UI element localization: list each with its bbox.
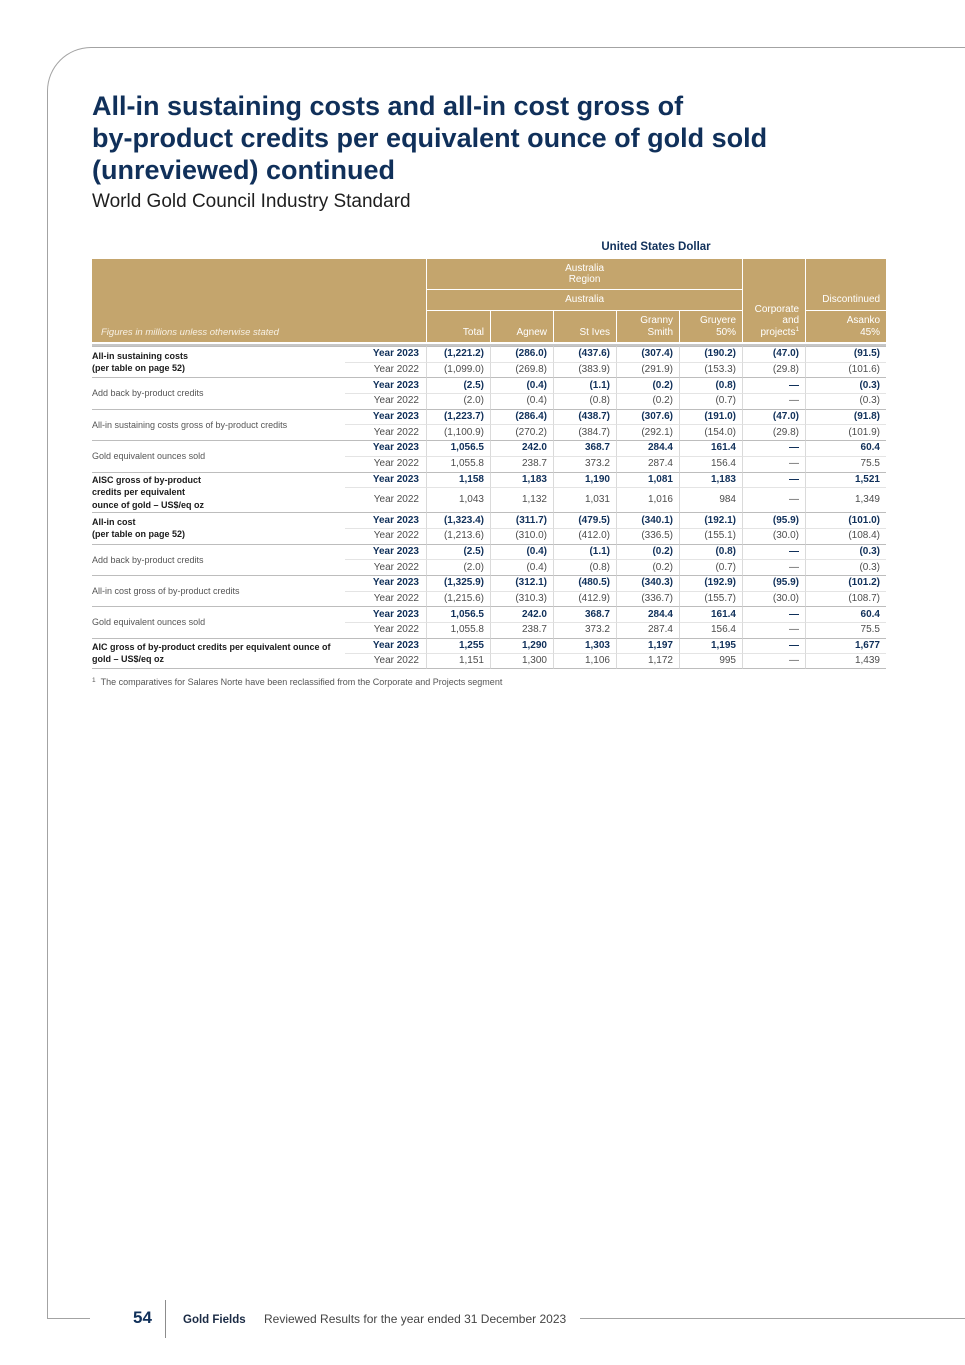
table-header — [92, 259, 886, 342]
cell-granny-smith: (0.2) — [616, 393, 679, 409]
cell-agnew: (270.2) — [490, 424, 553, 440]
cell-corporate-and-projects: — — [742, 653, 805, 669]
cell-granny-smith: 287.4 — [616, 622, 679, 638]
row-label-line: AIC gross of by-product credits per equivalent ounce of — [92, 641, 331, 652]
cell-total: 1,255 — [426, 638, 490, 654]
header-label-line: Total — [462, 326, 485, 338]
cell-corporate-and-projects: — — [742, 456, 805, 472]
row-label — [92, 440, 345, 471]
row-label-line: (per table on page 52) — [92, 363, 186, 374]
cell-granny-smith: 1,016 — [616, 487, 679, 512]
page-title-line: All-in sustaining costs and all-in cost gross of — [92, 91, 684, 121]
footnote — [92, 676, 502, 688]
header-label-line: Gruyere — [699, 315, 737, 326]
cell-corporate-and-projects: — — [742, 559, 805, 575]
cell-st-ives: 368.7 — [553, 440, 616, 456]
year-label: Year 2022 — [345, 591, 426, 607]
cell-corporate-and-projects: — — [742, 472, 805, 488]
year-label: Year 2023 — [345, 346, 426, 362]
cell-asanko: 75.5 — [805, 622, 886, 638]
cell-total: (1,223.7) — [426, 409, 490, 425]
cell-corporate-and-projects: (95.9) — [742, 575, 805, 591]
cell-asanko: (0.3) — [805, 393, 886, 409]
cell-st-ives: 368.7 — [553, 606, 616, 622]
header-st-ives — [553, 311, 616, 342]
cell-asanko: (91.5) — [805, 346, 886, 362]
year-label: Year 2022 — [345, 487, 426, 512]
cell-corporate-and-projects: (29.8) — [742, 424, 805, 440]
cell-corporate-and-projects: (29.8) — [742, 362, 805, 378]
header-agnew — [490, 311, 553, 342]
cell-st-ives: 1,303 — [553, 638, 616, 654]
cell-total: (2.0) — [426, 559, 490, 575]
row-label — [92, 377, 345, 408]
cell-asanko: (0.3) — [805, 377, 886, 393]
footnote-text: The comparatives for Salares Norte have been reclassified from the Corporate and Projects segment — [100, 677, 503, 687]
cell-gruyere: 156.4 — [679, 456, 742, 472]
cell-agnew: (0.4) — [490, 377, 553, 393]
cell-gruyere: (0.7) — [679, 559, 742, 575]
cell-corporate-and-projects: (30.0) — [742, 591, 805, 607]
cell-gruyere: 1,183 — [679, 472, 742, 488]
year-label: Year 2023 — [345, 472, 426, 488]
cell-st-ives: (1.1) — [553, 377, 616, 393]
header-label-line: Region — [568, 274, 601, 285]
cell-asanko: 75.5 — [805, 456, 886, 472]
year-label: Year 2023 — [345, 409, 426, 425]
header-label-line: Asanko — [846, 315, 881, 326]
cell-asanko: (101.9) — [805, 424, 886, 440]
cell-granny-smith: (336.7) — [616, 591, 679, 607]
cell-agnew: (286.4) — [490, 409, 553, 425]
year-label: Year 2022 — [345, 393, 426, 409]
cell-agnew: (0.4) — [490, 544, 553, 560]
footer-divider — [165, 1300, 166, 1338]
cell-total: (1,099.0) — [426, 362, 490, 378]
cell-total: 1,158 — [426, 472, 490, 488]
cell-granny-smith: (0.2) — [616, 377, 679, 393]
cell-gruyere: (153.3) — [679, 362, 742, 378]
cell-gruyere: 1,195 — [679, 638, 742, 654]
cell-total: (1,215.6) — [426, 591, 490, 607]
cell-total: 1,056.5 — [426, 606, 490, 622]
cell-agnew: 238.7 — [490, 456, 553, 472]
year-label: Year 2022 — [345, 653, 426, 669]
cell-granny-smith: (307.6) — [616, 409, 679, 425]
page-title-line: by-product credits per equivalent ounce of gold sold — [92, 123, 768, 153]
table-row — [92, 575, 886, 591]
row-label-line: All-in cost gross of by-product credits — [92, 585, 240, 596]
table-body — [92, 346, 886, 669]
cell-corporate-and-projects: (95.9) — [742, 512, 805, 528]
cell-corporate-and-projects: — — [742, 487, 805, 512]
cell-agnew: (311.7) — [490, 512, 553, 528]
cell-st-ives: (384.7) — [553, 424, 616, 440]
row-label — [92, 606, 345, 637]
year-label: Year 2022 — [345, 424, 426, 440]
cell-gruyere: 984 — [679, 487, 742, 512]
table-row — [92, 472, 886, 488]
cell-st-ives: 373.2 — [553, 456, 616, 472]
cell-st-ives: (438.7) — [553, 409, 616, 425]
cell-agnew: 238.7 — [490, 622, 553, 638]
cell-total: (1,221.2) — [426, 346, 490, 362]
row-label-line: Gold equivalent ounces sold — [92, 617, 206, 628]
cell-total: 1,056.5 — [426, 440, 490, 456]
header-gruyere — [679, 311, 742, 342]
header-australia: Australia — [426, 290, 742, 311]
cell-total: 1,055.8 — [426, 456, 490, 472]
cell-agnew: (0.4) — [490, 393, 553, 409]
cell-asanko: (108.7) — [805, 591, 886, 607]
cell-st-ives: (479.5) — [553, 512, 616, 528]
year-label: Year 2022 — [345, 362, 426, 378]
cell-total: (2.5) — [426, 544, 490, 560]
footer-rule-left — [47, 1318, 90, 1319]
cell-corporate-and-projects: — — [742, 377, 805, 393]
year-label: Year 2023 — [345, 512, 426, 528]
cell-asanko: (0.3) — [805, 544, 886, 560]
row-label-line: AISC gross of by-product — [92, 474, 202, 485]
cell-st-ives: 1,106 — [553, 653, 616, 669]
header-label-line: St Ives — [579, 326, 611, 338]
header-label-text: projects — [760, 326, 796, 338]
row-label — [92, 346, 345, 377]
cell-gruyere: (154.0) — [679, 424, 742, 440]
cell-gruyere: 995 — [679, 653, 742, 669]
cell-corporate-and-projects: — — [742, 440, 805, 456]
cell-agnew: 1,183 — [490, 472, 553, 488]
cell-agnew: (310.3) — [490, 591, 553, 607]
cell-total: (1,325.9) — [426, 575, 490, 591]
cell-st-ives: (0.8) — [553, 559, 616, 575]
year-label: Year 2023 — [345, 377, 426, 393]
table-row — [92, 440, 886, 456]
cell-corporate-and-projects: — — [742, 606, 805, 622]
row-label — [92, 512, 345, 543]
header-label-line: Corporate — [754, 303, 800, 315]
table-row — [92, 544, 886, 560]
table-row — [92, 512, 886, 528]
cell-granny-smith: 1,081 — [616, 472, 679, 488]
year-label: Year 2023 — [345, 638, 426, 654]
row-label-line: ounce of gold – US$/eq oz — [92, 499, 205, 510]
cell-asanko: (101.0) — [805, 512, 886, 528]
cell-agnew: (310.0) — [490, 528, 553, 544]
cell-gruyere: (190.2) — [679, 346, 742, 362]
cell-granny-smith: (292.1) — [616, 424, 679, 440]
cell-granny-smith: 287.4 — [616, 456, 679, 472]
cell-asanko: 60.4 — [805, 606, 886, 622]
data-table — [92, 344, 886, 669]
header-label-line: Granny — [640, 315, 674, 326]
cell-agnew: 242.0 — [490, 440, 553, 456]
cell-st-ives: (0.8) — [553, 393, 616, 409]
currency-label: United States Dollar — [601, 241, 711, 253]
cell-asanko: (91.8) — [805, 409, 886, 425]
row-label-line: gold – US$/eq oz — [92, 654, 165, 665]
year-label: Year 2022 — [345, 528, 426, 544]
figures-note: Figures in millions unless otherwise stated — [101, 326, 279, 338]
table-row — [92, 377, 886, 393]
cell-asanko: (108.4) — [805, 528, 886, 544]
row-label-line: All-in cost — [92, 516, 136, 527]
year-label: Year 2023 — [345, 544, 426, 560]
year-label: Year 2023 — [345, 606, 426, 622]
cell-total: 1,151 — [426, 653, 490, 669]
cell-granny-smith: 1,197 — [616, 638, 679, 654]
cell-granny-smith: (336.5) — [616, 528, 679, 544]
cell-agnew: (286.0) — [490, 346, 553, 362]
cell-granny-smith: (340.1) — [616, 512, 679, 528]
table-row — [92, 409, 886, 425]
cell-agnew: (269.8) — [490, 362, 553, 378]
cell-asanko: (101.2) — [805, 575, 886, 591]
row-label-line: Gold equivalent ounces sold — [92, 451, 206, 462]
cell-granny-smith: (291.9) — [616, 362, 679, 378]
cell-agnew: (312.1) — [490, 575, 553, 591]
cell-granny-smith: (340.3) — [616, 575, 679, 591]
cell-st-ives: (412.9) — [553, 591, 616, 607]
cell-agnew: 1,290 — [490, 638, 553, 654]
cell-st-ives: (383.9) — [553, 362, 616, 378]
cell-agnew: 242.0 — [490, 606, 553, 622]
header-label-line — [743, 327, 799, 339]
cell-corporate-and-projects: — — [742, 544, 805, 560]
page-title-line: (unreviewed) continued — [92, 155, 396, 185]
year-label: Year 2022 — [345, 456, 426, 472]
cell-asanko: 1,677 — [805, 638, 886, 654]
cell-corporate-and-projects: — — [742, 622, 805, 638]
year-label: Year 2023 — [345, 575, 426, 591]
cell-granny-smith: (0.2) — [616, 559, 679, 575]
row-label — [92, 409, 345, 440]
cell-agnew: (0.4) — [490, 559, 553, 575]
header-label-line: 45% — [860, 326, 881, 338]
page-title — [92, 90, 767, 186]
table-row — [92, 638, 886, 654]
cell-total: (2.0) — [426, 393, 490, 409]
header-label-line: Australia — [565, 262, 604, 274]
year-label: Year 2022 — [345, 559, 426, 575]
cell-gruyere: (192.1) — [679, 512, 742, 528]
cell-granny-smith: 284.4 — [616, 440, 679, 456]
cell-st-ives: (412.0) — [553, 528, 616, 544]
row-label-line: (per table on page 52) — [92, 529, 186, 540]
header-label-line: Agnew — [516, 326, 548, 338]
row-label-line: All-in sustaining costs gross of by-product credits — [92, 419, 288, 430]
cell-granny-smith: 284.4 — [616, 606, 679, 622]
footnote-marker: 1 — [795, 325, 800, 333]
cell-corporate-and-projects: (30.0) — [742, 528, 805, 544]
cell-asanko: 60.4 — [805, 440, 886, 456]
page-subtitle: World Gold Council Industry Standard — [92, 191, 411, 212]
cell-gruyere: 161.4 — [679, 440, 742, 456]
table-row — [92, 346, 886, 362]
cell-asanko: (0.3) — [805, 559, 886, 575]
header-label-line: Smith — [647, 326, 674, 338]
cell-corporate-and-projects: — — [742, 393, 805, 409]
cell-total: (2.5) — [426, 377, 490, 393]
cell-gruyere: 161.4 — [679, 606, 742, 622]
header-granny-smith — [616, 311, 679, 342]
row-label — [92, 544, 345, 575]
report-title: Reviewed Results for the year ended 31 December 2023 — [264, 1312, 567, 1326]
cell-st-ives: 1,031 — [553, 487, 616, 512]
cell-corporate-and-projects: (47.0) — [742, 346, 805, 362]
row-label-line: Add back by-product credits — [92, 554, 204, 565]
company-name: Gold Fields — [183, 1314, 246, 1326]
cell-gruyere: (192.9) — [679, 575, 742, 591]
cell-st-ives: (1.1) — [553, 544, 616, 560]
cell-asanko: 1,521 — [805, 472, 886, 488]
row-label — [92, 472, 345, 513]
header-label-line: and — [782, 315, 800, 326]
cell-gruyere: (191.0) — [679, 409, 742, 425]
cell-granny-smith: (0.2) — [616, 544, 679, 560]
cell-total: (1,100.9) — [426, 424, 490, 440]
cell-asanko: 1,349 — [805, 487, 886, 512]
cell-gruyere: (0.7) — [679, 393, 742, 409]
cell-corporate-and-projects: (47.0) — [742, 409, 805, 425]
cell-gruyere: (155.1) — [679, 528, 742, 544]
cell-st-ives: (480.5) — [553, 575, 616, 591]
cell-total: (1,213.6) — [426, 528, 490, 544]
header-discontinued: Discontinued — [805, 259, 886, 311]
year-label: Year 2022 — [345, 622, 426, 638]
header-asanko — [805, 311, 886, 342]
cell-gruyere: (155.7) — [679, 591, 742, 607]
cell-total: 1,055.8 — [426, 622, 490, 638]
cell-gruyere: (0.8) — [679, 377, 742, 393]
footer-rule-right — [580, 1318, 965, 1319]
cell-total: (1,323.4) — [426, 512, 490, 528]
row-label-line: Add back by-product credits — [92, 388, 204, 399]
year-label: Year 2023 — [345, 440, 426, 456]
header-total — [426, 311, 490, 342]
cell-asanko: (101.6) — [805, 362, 886, 378]
header-australia-region — [426, 259, 742, 290]
cell-asanko: 1,439 — [805, 653, 886, 669]
cell-corporate-and-projects: — — [742, 638, 805, 654]
cell-st-ives: (437.6) — [553, 346, 616, 362]
page-number: 54 — [133, 1308, 152, 1327]
cell-granny-smith: 1,172 — [616, 653, 679, 669]
row-label — [92, 575, 345, 606]
header-label-line: 50% — [716, 326, 737, 338]
cell-total: 1,043 — [426, 487, 490, 512]
cell-granny-smith: (307.4) — [616, 346, 679, 362]
table-row — [92, 606, 886, 622]
cell-gruyere: (0.8) — [679, 544, 742, 560]
cell-st-ives: 1,190 — [553, 472, 616, 488]
cell-gruyere: 156.4 — [679, 622, 742, 638]
footnote-marker: 1 — [92, 677, 96, 684]
cell-st-ives: 373.2 — [553, 622, 616, 638]
row-label-line: credits per equivalent — [92, 487, 186, 498]
cell-agnew: 1,300 — [490, 653, 553, 669]
row-label-line: All-in sustaining costs — [92, 350, 189, 361]
header-corporate-and-projects — [742, 259, 805, 342]
row-label — [92, 638, 345, 669]
cell-agnew: 1,132 — [490, 487, 553, 512]
